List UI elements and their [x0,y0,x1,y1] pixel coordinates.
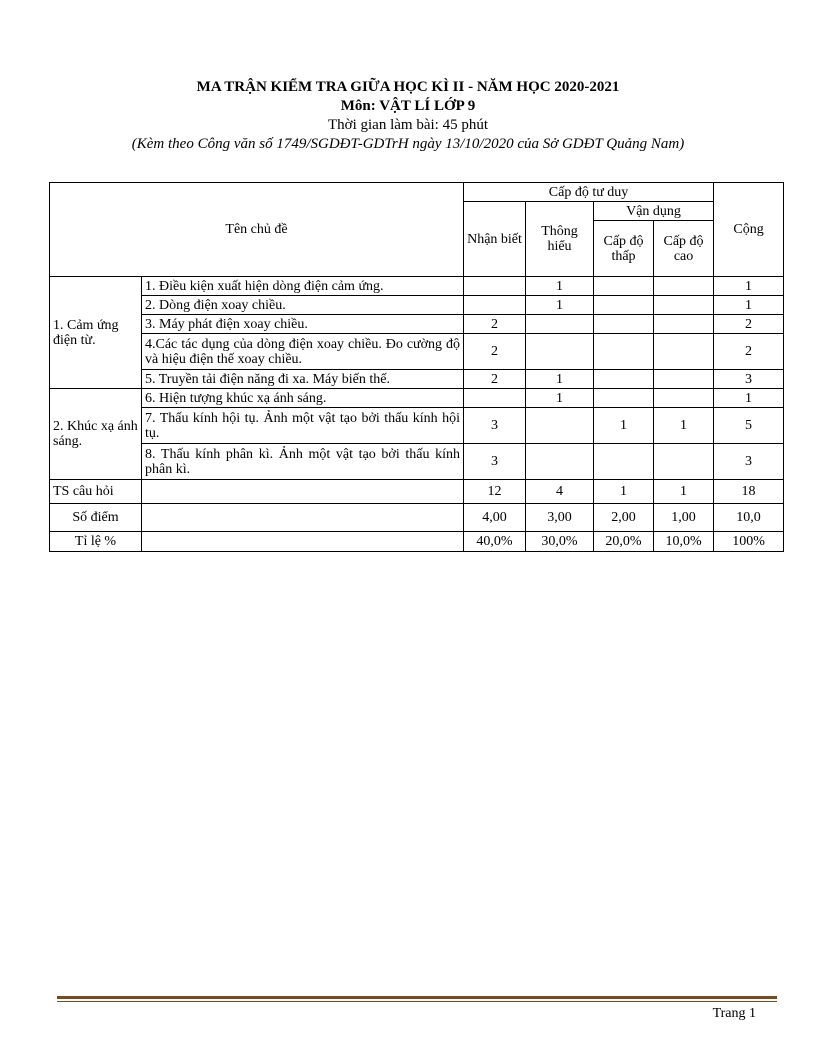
topic-item: 5. Truyền tải điện năng đi xa. Máy biến thế. [142,370,464,389]
total-nhan-biet: 4,00 [464,504,526,532]
total-cap-do-thap: 1 [594,480,654,504]
table-row [50,296,784,315]
total-cong: 100% [714,532,784,552]
cell-cap-do-cao [654,389,714,408]
page-number: Trang 1 [712,1006,756,1021]
cell-thong-hieu: 1 [526,296,594,315]
topic-item: 3. Máy phát điện xoay chiều. [142,315,464,334]
cell-cap-do-thap [594,334,654,370]
topic-item: 8. Thấu kính phân kì. Ảnh một vật tạo bởi thấu kính phân kì. [142,444,464,480]
total-label: Số điểm [50,504,142,532]
header-cap-do-cao: Cấp độ cao [654,221,714,277]
total-cap-do-cao: 10,0% [654,532,714,552]
cell-cong: 1 [714,389,784,408]
table-row [50,370,784,389]
table-row [50,408,784,444]
total-thong-hieu: 3,00 [526,504,594,532]
cell-nhan-biet: 2 [464,315,526,334]
topic-item: 7. Thấu kính hội tụ. Ảnh một vật tạo bởi thấu kính hội tụ. [142,408,464,444]
total-thong-hieu: 4 [526,480,594,504]
total-nhan-biet: 40,0% [464,532,526,552]
cell-thong-hieu: 1 [526,389,594,408]
cell-nhan-biet [464,389,526,408]
reference-line: (Kèm theo Công văn số 1749/SGDĐT-GDTrH ngày 13/10/2020 của Sở GDĐT Quảng Nam) [131,136,685,152]
cell-cap-do-thap: 1 [594,408,654,444]
table-row [50,315,784,334]
cell-nhan-biet: 2 [464,370,526,389]
cell-cap-do-cao [654,370,714,389]
exam-matrix-table [49,182,784,552]
header-nhan-biet: Nhận biết [464,202,526,277]
header-topic: Tên chủ đề [50,183,464,277]
cell-cong: 3 [714,370,784,389]
topic-item: 6. Hiện tượng khúc xạ ánh sáng. [142,389,464,408]
cell-cap-do-thap [594,277,654,296]
header-thong-hieu: Thông hiểu [526,202,594,277]
cell-thong-hieu [526,315,594,334]
header-cap-do-thap: Cấp độ thấp [594,221,654,277]
cell-cong: 3 [714,444,784,480]
cell-cap-do-cao: 1 [654,408,714,444]
topic-group: 2. Khúc xạ ánh sáng. [50,389,142,480]
cell-cap-do-thap [594,389,654,408]
total-cap-do-thap: 20,0% [594,532,654,552]
subject-line: Môn: VẬT LÍ LỚP 9 [340,98,476,114]
total-cap-do-cao: 1 [654,480,714,504]
total-cap-do-cao: 1,00 [654,504,714,532]
cell-cap-do-thap [594,370,654,389]
cell-cong: 1 [714,277,784,296]
cell-thong-hieu: 1 [526,370,594,389]
cell-cap-do-cao [654,315,714,334]
total-label: TS câu hỏi [50,480,142,504]
footer-rule-thin [57,1001,777,1002]
header-van-dung: Vận dụng [594,202,714,221]
cell-nhan-biet [464,277,526,296]
cell-cap-do-cao [654,296,714,315]
table-row [50,444,784,480]
total-empty-cell [142,532,464,552]
cell-cong: 5 [714,408,784,444]
topic-group: 1. Cảm ứng điện từ. [50,277,142,389]
cell-cap-do-cao [654,444,714,480]
topic-item: 1. Điều kiện xuất hiện dòng điện cảm ứng. [142,277,464,296]
cell-cong: 2 [714,334,784,370]
topic-item: 4.Các tác dụng của dòng điện xoay chiều. Đo cường độ và hiệu điện thế xoay chiều. [142,334,464,370]
cell-nhan-biet: 3 [464,408,526,444]
totals-row [50,480,784,504]
cell-cong: 1 [714,296,784,315]
document-header [0,78,816,154]
cell-cap-do-cao [654,334,714,370]
footer-rule-thick [57,996,777,999]
total-cap-do-thap: 2,00 [594,504,654,532]
totals-row [50,532,784,552]
cell-thong-hieu: 1 [526,277,594,296]
table-row [50,334,784,370]
total-nhan-biet: 12 [464,480,526,504]
cell-nhan-biet [464,296,526,315]
total-empty-cell [142,480,464,504]
total-thong-hieu: 30,0% [526,532,594,552]
cell-nhan-biet: 3 [464,444,526,480]
total-empty-cell [142,504,464,532]
total-cong: 10,0 [714,504,784,532]
total-label: Tỉ lệ % [50,532,142,552]
table-row [50,389,784,408]
cell-cap-do-thap [594,296,654,315]
cell-thong-hieu [526,334,594,370]
cell-cong: 2 [714,315,784,334]
header-cap-do-tu-duy: Cấp độ tư duy [464,183,714,202]
cell-cap-do-thap [594,444,654,480]
time-line: Thời gian làm bài: 45 phút [328,117,488,133]
cell-thong-hieu [526,408,594,444]
header-cong: Cộng [714,183,784,277]
cell-cap-do-cao [654,277,714,296]
total-cong: 18 [714,480,784,504]
document-title: MA TRẬN KIỂM TRA GIỮA HỌC KÌ II - NĂM HỌC 2020-2021 [196,79,620,95]
cell-nhan-biet: 2 [464,334,526,370]
cell-cap-do-thap [594,315,654,334]
totals-row [50,504,784,532]
table-row [50,277,784,296]
topic-item: 2. Dòng điện xoay chiều. [142,296,464,315]
cell-thong-hieu [526,444,594,480]
